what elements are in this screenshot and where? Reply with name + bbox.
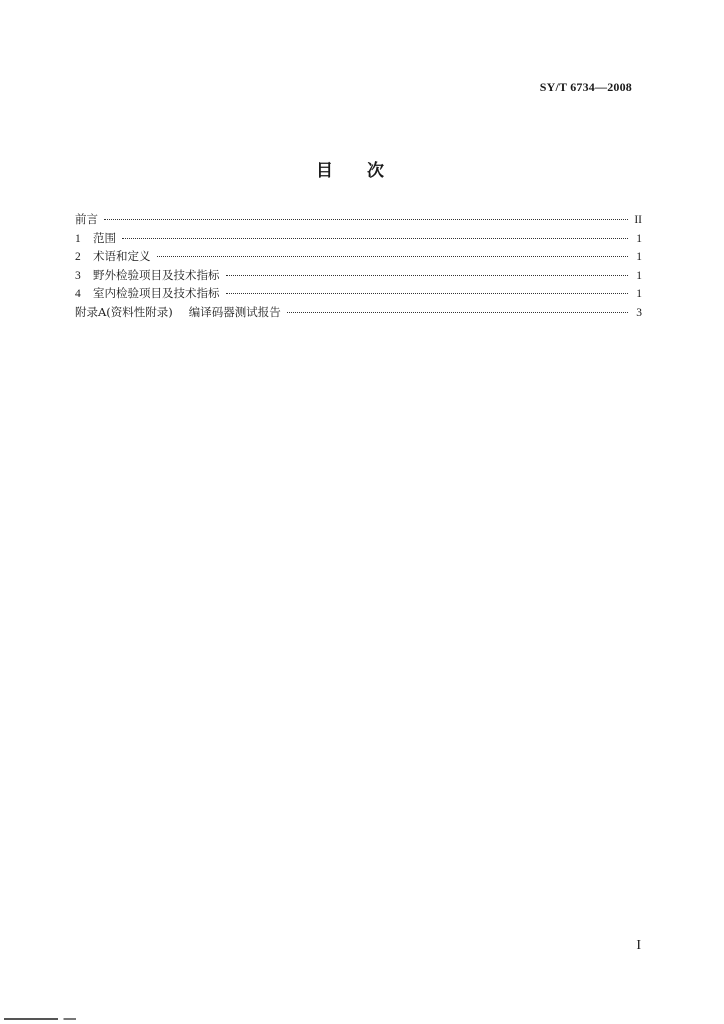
toc-title: 目次 <box>316 161 418 181</box>
toc-entry-label: 室内检验项目及技术指标 <box>93 286 220 300</box>
toc-leader-dots <box>104 219 628 220</box>
toc-entry-page: 1 <box>636 232 642 245</box>
toc-leader-dots <box>226 275 629 276</box>
toc-entry-page: II <box>634 214 642 226</box>
toc-entry-number: 3 <box>75 269 81 282</box>
toc-entry-scope[interactable] <box>75 229 642 248</box>
toc-entry-indoor-inspection[interactable] <box>75 284 642 303</box>
table-of-contents <box>75 210 642 321</box>
toc-entry-label: 前言 <box>75 212 98 226</box>
standard-code: SY/T 6734—2008 <box>539 80 632 94</box>
toc-entry-terms[interactable] <box>75 247 642 266</box>
toc-entry-page: 1 <box>636 288 642 300</box>
scan-artifact <box>4 1018 94 1020</box>
toc-leader-dots <box>226 293 629 294</box>
toc-entry-appendix-a[interactable] <box>75 303 642 322</box>
toc-entry-label: 野外检验项目及技术指标 <box>93 267 220 282</box>
toc-entry-number: 2 <box>75 251 81 263</box>
toc-entry-number: 4 <box>75 288 81 300</box>
toc-entry-field-inspection[interactable] <box>75 266 642 285</box>
toc-entry-sublabel: 编译码器测试报告 <box>188 304 281 319</box>
toc-entry-foreword[interactable] <box>75 210 642 229</box>
toc-entry-page: 1 <box>636 269 642 282</box>
toc-leader-dots <box>157 256 629 257</box>
toc-leader-dots <box>287 312 628 313</box>
toc-entry-page: 3 <box>636 306 642 319</box>
toc-entry-label: 附录A(资料性附录) <box>75 304 173 319</box>
toc-entry-label: 范围 <box>93 230 116 245</box>
toc-leader-dots <box>122 238 628 239</box>
page-folio: I <box>636 938 641 953</box>
toc-entry-number: 1 <box>75 232 81 245</box>
toc-entry-page: 1 <box>636 251 642 263</box>
toc-entry-label: 术语和定义 <box>93 249 151 263</box>
